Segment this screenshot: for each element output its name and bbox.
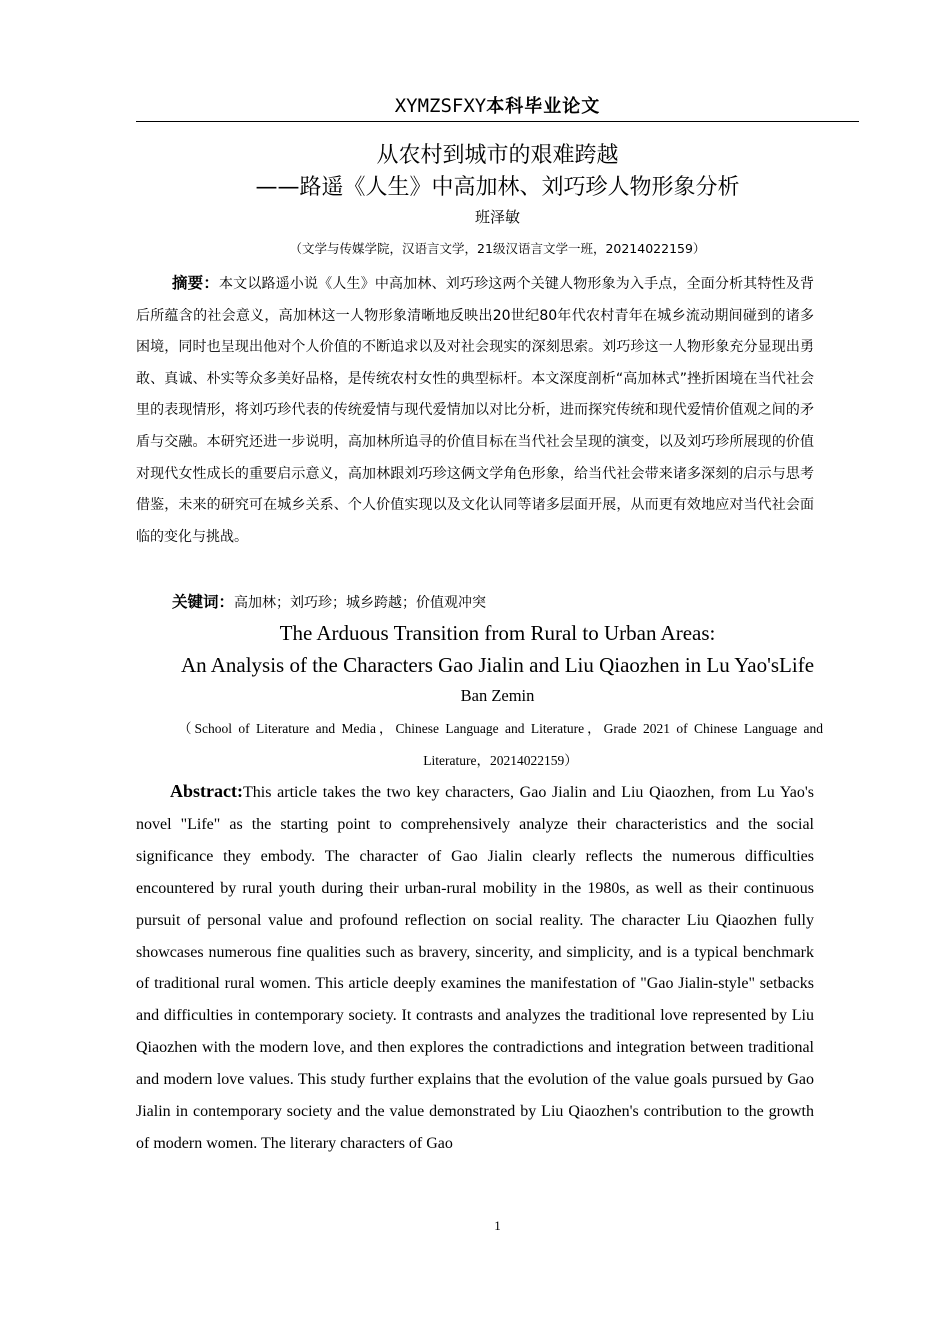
affiliation-cn: （文学与传媒学院，汉语言文学，21级汉语言文学一班，20214022159） — [289, 241, 706, 256]
abstract-en-text: This article takes the two key characters, Gao Jialin and Liu Qiaozhen, from Lu Yao's novel "Life" as the starting point to comprehensively analyze their characteristics and the social significance they embody. The character of Gao Jialin clearly reflects the numerous difficulties encountered by rural youth during their urban-rural mobility in the 1980s, as well as their continuous pursuit of personal value and profound reflection on social reality. The character Liu Qiaozhen fully showcases numerous fine qualities such as bravery, sincerity, and simplicity, and is a typical benchmark of traditional rural women. This article deeply examines the manifestation of "Gao Jialin-style" setbacks and difficulties in contemporary society. It contrasts and analyzes the traditional love represented by Liu Qiaozhen with the modern love, and then explores the contradictions and integration between traditional and modern love values. This study further explains that the evolution of the value goals pursued by Gao Jialin in contemporary society and the value demonstrated by Liu Qiaozhen's contribution to the growth of modern women. The literary characters of Gao — [136, 784, 814, 1152]
page-header — [136, 93, 859, 122]
abstract-en — [136, 776, 814, 1160]
keywords-cn-text: 高加林；刘巧珍；城乡跨越；价值观冲突 — [234, 595, 487, 611]
abstract-cn-text: 本文以路遥小说《人生》中高加林、刘巧珍这两个关键人物形象为入手点，全面分析其特性及背后所蕴含的社会意义，高加林这一人物形象清晰地反映出20世纪80年代农村青年在城乡流动期间碰到的诸多困境，同时也呈现出他对个人价值的不断追求以及对社会现实的深刻思索。刘巧珍这一人物形象充分显现出勇敢、真诚、朴实等众多美好品格，是传统农村女性的典型标杆。本文深度剖析“高加林式”挫折困境在当代社会里的表现情形，将刘巧珍代表的传统爱情与现代爱情加以对比分析，进而探究传统和现代爱情价值观之间的矛盾与交融。本研究还进一步说明，高加林所追寻的价值目标在当代社会呈现的演变，以及刘巧珍所展现的价值对现代女性成长的重要启示意义，高加林跟刘巧珍这俩文学角色形象，给当代社会带来诸多深刻的启示与思考借鉴，未来的研究可在城乡关系、个人价值实现以及文化认同等诸多层面开展，从而更有效地应对当代社会面临的变化与挑战。 — [136, 276, 814, 545]
affiliation-en: （School of Literature and Media，Chinese Language and Literature，Grade 2021 of Chinese Language and Literature，20214022159） — [178, 721, 823, 768]
abstract-en-label: Abstract: — [170, 781, 243, 801]
keywords-cn — [172, 587, 812, 618]
abstract-cn-label: 摘要： — [172, 274, 220, 292]
page-number: 1 — [494, 1218, 501, 1233]
title-cn-line2: ——路遥《人生》中高加林、刘巧珍人物形象分析 — [255, 175, 740, 200]
author-en: Ban Zemin — [460, 686, 535, 705]
title-cn-line1: 从农村到城市的艰难跨越 — [376, 143, 619, 168]
title-en-line1: The Arduous Transition from Rural to Urban Areas: — [279, 621, 716, 645]
header-label: 本科毕业论文 — [486, 96, 601, 117]
header-code: XYMZSFXY — [394, 95, 487, 117]
abstract-cn — [136, 268, 814, 553]
keywords-cn-label: 关键词： — [172, 593, 235, 611]
title-en-line2: An Analysis of the Characters Gao Jialin and Liu Qiaozhen in Lu Yao'sLife — [180, 653, 815, 677]
author-cn: 班泽敏 — [474, 208, 520, 226]
